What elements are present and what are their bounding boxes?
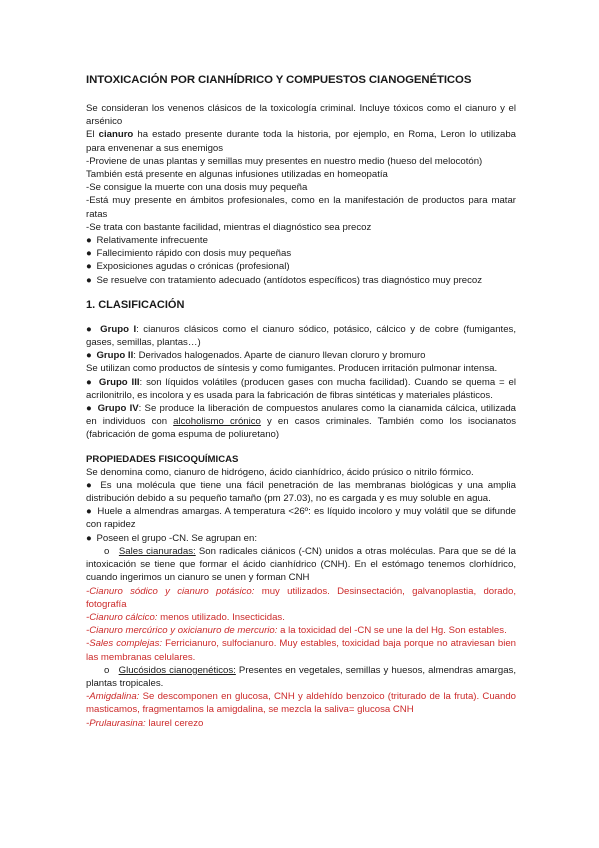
list-item: ● Poseen el grupo -CN. Se agrupan en:	[86, 532, 258, 544]
compound-item: -Cianuro sódico y cianuro potásico: muy utilizados. Desinsectación, galvanoplastia, dorado, fotografía	[86, 585, 516, 610]
page-title: INTOXICACIÓN POR CIANHÍDRICO Y COMPUESTOS CIANOGENÉTICOS	[86, 74, 472, 86]
sub-list-item: o Sales cianuradas: Son radicales ciánicos (-CN) unidos a otras moléculas. Para que se dé la intoxicación se tiene que formar el ácido cianhídrico (CNH). En el estómago tenemos clorhídrico, cuando ingerimos un cianuro se unen y forman CNH	[86, 545, 517, 584]
bullet-icon: ●	[86, 479, 94, 491]
compound-item: -Cianuro mercúrico y oxicianuro de mercurio: a la toxicidad del -CN se une la del Hg. Son estables.	[86, 625, 507, 637]
bullet-icon: ●	[86, 274, 92, 286]
group-note: Se utilizan como productos de síntesis y como fumigantes. Producen irritación pulmonar intensa.	[86, 363, 498, 375]
bullet-icon: ●	[86, 261, 92, 273]
compound-item: -Amigdalina: Se descomponen en glucosa, CNH y aldehído benzoico (triturado de la fruta). Cuando masticamos, fragmentamos la amigdalina, se mezcla la saliva= glucosa CNH	[86, 691, 516, 716]
bullet-icon: ●	[86, 403, 93, 415]
bullet-icon: ●	[86, 506, 93, 518]
bullet-icon: ●	[86, 235, 92, 247]
intro-paragraph: -Proviene de unas plantas y semillas muy presentes en nuestro medio (hueso del melocotón)	[86, 155, 483, 167]
circle-bullet-icon: o	[104, 664, 110, 676]
underlined-term: alcoholismo crónico	[173, 416, 261, 428]
intro-paragraph: -Está muy presente en ámbitos profesionales, como en la manifestación de productos para matar ratas	[86, 195, 516, 220]
sub-list-item: o Glucósidos cianogenéticos: Presentes en vegetales, semillas y huesos, almendras amargas, plantas tropicales.	[86, 664, 516, 689]
group-item: ● Grupo III: son líquidos volátiles (producen gases con mucha facilidad). Cuando se quema = el acrilonitrilo, es incolora y es usada para la fabricación de fibras sintéticas y materiales plásticos.	[86, 376, 517, 401]
intro-paragraph: -Se trata con bastante facilidad, mientras el diagnóstico sea precoz	[86, 221, 372, 233]
bold-term: cianuro	[98, 129, 134, 141]
intro-paragraph: Se consideran los venenos clásicos de la toxicología criminal. Incluye tóxicos como el cianuro y el arsénico	[86, 103, 516, 128]
intro-paragraph: También está presente en algunas infusiones utilizadas en homeopatía	[86, 169, 388, 181]
group-item: ● Grupo I: cianuros clásicos como el cianuro sódico, potásico, cálcico y de cobre (fumigantes, gases, semillas, plantas…)	[86, 323, 516, 349]
group-item: ● Grupo II: Derivados halogenados. Aparte de cianuro llevan cloruro y bromuro	[86, 350, 426, 362]
list-item: ● Fallecimiento rápido con dosis muy pequeñas	[86, 248, 292, 260]
bullet-icon: ●	[86, 532, 92, 544]
group-item: ● Grupo IV: Se produce la liberación de compuestos anulares como la cianamida cálcica, utilizada en individuos con alcoholismo crónico y en casos criminales. También como los isocianatos (fabricación de goma espuma de poliuretano)	[86, 403, 517, 441]
list-item: ● Relativamente infrecuente	[86, 235, 208, 247]
compound-item: -Prulaurasina: laurel cerezo	[86, 717, 204, 729]
bullet-icon: ●	[86, 323, 94, 335]
intro-paragraph: El cianuro ha estado presente durante toda la historia, por ejemplo, en Roma, Leron lo utilizaba para envenenar a sus enemigos	[86, 129, 517, 154]
bullet-icon: ●	[86, 350, 92, 362]
bullet-icon: ●	[86, 376, 94, 388]
intro-paragraph: -Se consigue la muerte con una dosis muy pequeña	[86, 182, 308, 194]
list-item: ● Huele a almendras amargas. A temperatura <26º: es líquido incoloro y muy volátil que se difunde con rapidez	[86, 506, 516, 531]
document-content	[86, 74, 516, 730]
section-heading: PROPIEDADES FISICOQUÍMICAS	[86, 453, 239, 465]
list-item: ● Se resuelve con tratamiento adecuado (antídotos específicos) tras diagnóstico muy precoz	[86, 274, 483, 286]
compound-item: -Cianuro cálcico: menos utilizado. Insecticidas.	[86, 611, 285, 623]
circle-bullet-icon: o	[104, 545, 110, 557]
list-item: ● Exposiciones agudas o crónicas (profesional)	[86, 261, 290, 273]
compound-item: -Sales complejas: Ferricianuro, sulfocianuro. Muy estables, toxicidad baja porque no atraviesan bien las membranas celulares.	[86, 638, 516, 663]
bullet-icon: ●	[86, 248, 92, 260]
section-heading: 1. CLASIFICACIÓN	[86, 298, 185, 311]
props-paragraph: Se denomina como, cianuro de hidrógeno, ácido cianhídrico, ácido prúsico o nitrilo fórmico.	[86, 466, 474, 478]
list-item: ● Es una molécula que tiene una fácil penetración de las membranas biológicas y una amplia distribución debido a su pequeño tamaño (pm 27.03), no es cargada y es muy soluble en agua.	[86, 479, 516, 505]
